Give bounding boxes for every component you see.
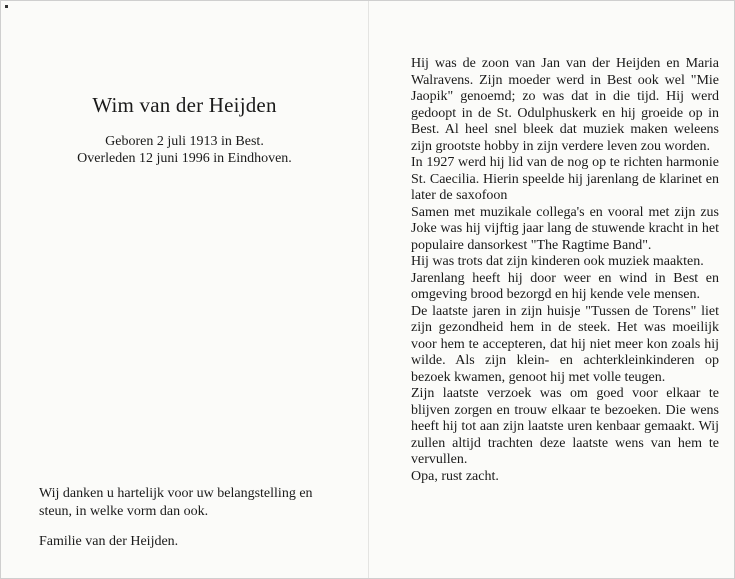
bio-paragraph: In 1927 werd hij lid van de nog op te richten harmonie St. Caecilia. Hierin speelde hij jarenlang de klarinet en later de saxofoon [411, 155, 719, 203]
biography [411, 56, 719, 485]
life-dates [1, 133, 368, 167]
deceased-name: Wim van der Heijden [92, 93, 277, 117]
bio-paragraph: De laatste jaren in zijn huisje "Tussen de Torens" liet zijn gezondheid hem in de steek. Het was moeilijk voor hem te accepteren, dat hij niet meer kon zoals hij wilde. Als zijn klein- en achterkleinkinderen op bezoek kwamen, genoot hij met volle teugen. [411, 303, 719, 385]
death-line: Overleden 12 juni 1996 in Eindhoven. [77, 151, 292, 166]
thanks-text: Wij danken u hartelijk voor uw belangstelling en steun, in welke vorm dan ook. [39, 486, 313, 519]
bio-paragraph: Jarenlang heeft hij door weer en wind in Best en omgeving brood bezorgd en hij kende vele mensen. [411, 270, 719, 302]
bio-paragraph: Samen met muzikale collega's en vooral met zijn zus Joke was hij vijftig jaar lang de stuwende kracht in het populaire dansorkest "The Ragtime Band". [411, 204, 719, 253]
corner-mark [5, 5, 8, 8]
family-signature: Familie van der Heijden. [39, 534, 179, 549]
bio-paragraph: Opa, rust zacht. [411, 468, 499, 484]
birth-line: Geboren 2 juli 1913 in Best. [105, 134, 264, 149]
bio-paragraph: Zijn laatste verzoek was om goed voor elkaar te blijven zorgen en trouw elkaar te bezoeken. Die wens heeft hij tot aan zijn laatste uren kenbaar gemaakt. Wij zullen altijd trachten deze laatste wens van hem te vervullen. [411, 386, 719, 467]
bio-paragraph: Hij was de zoon van Jan van der Heijden en Maria Walravens. Zijn moeder werd in Best ook wel "Mie Jaopik" genoemd; zo was dat in die tijd. Hij werd gedoopt in de St. Odulphuskerk en hij groeide op in Best. Al heel snel bleek dat muziek maken weleens zijn grootste hobby in zijn verdere leven zou worden. [411, 56, 719, 154]
bio-paragraph: Hij was trots dat zijn kinderen ook muziek maakten. [411, 254, 704, 269]
card-fold-line [368, 1, 369, 578]
